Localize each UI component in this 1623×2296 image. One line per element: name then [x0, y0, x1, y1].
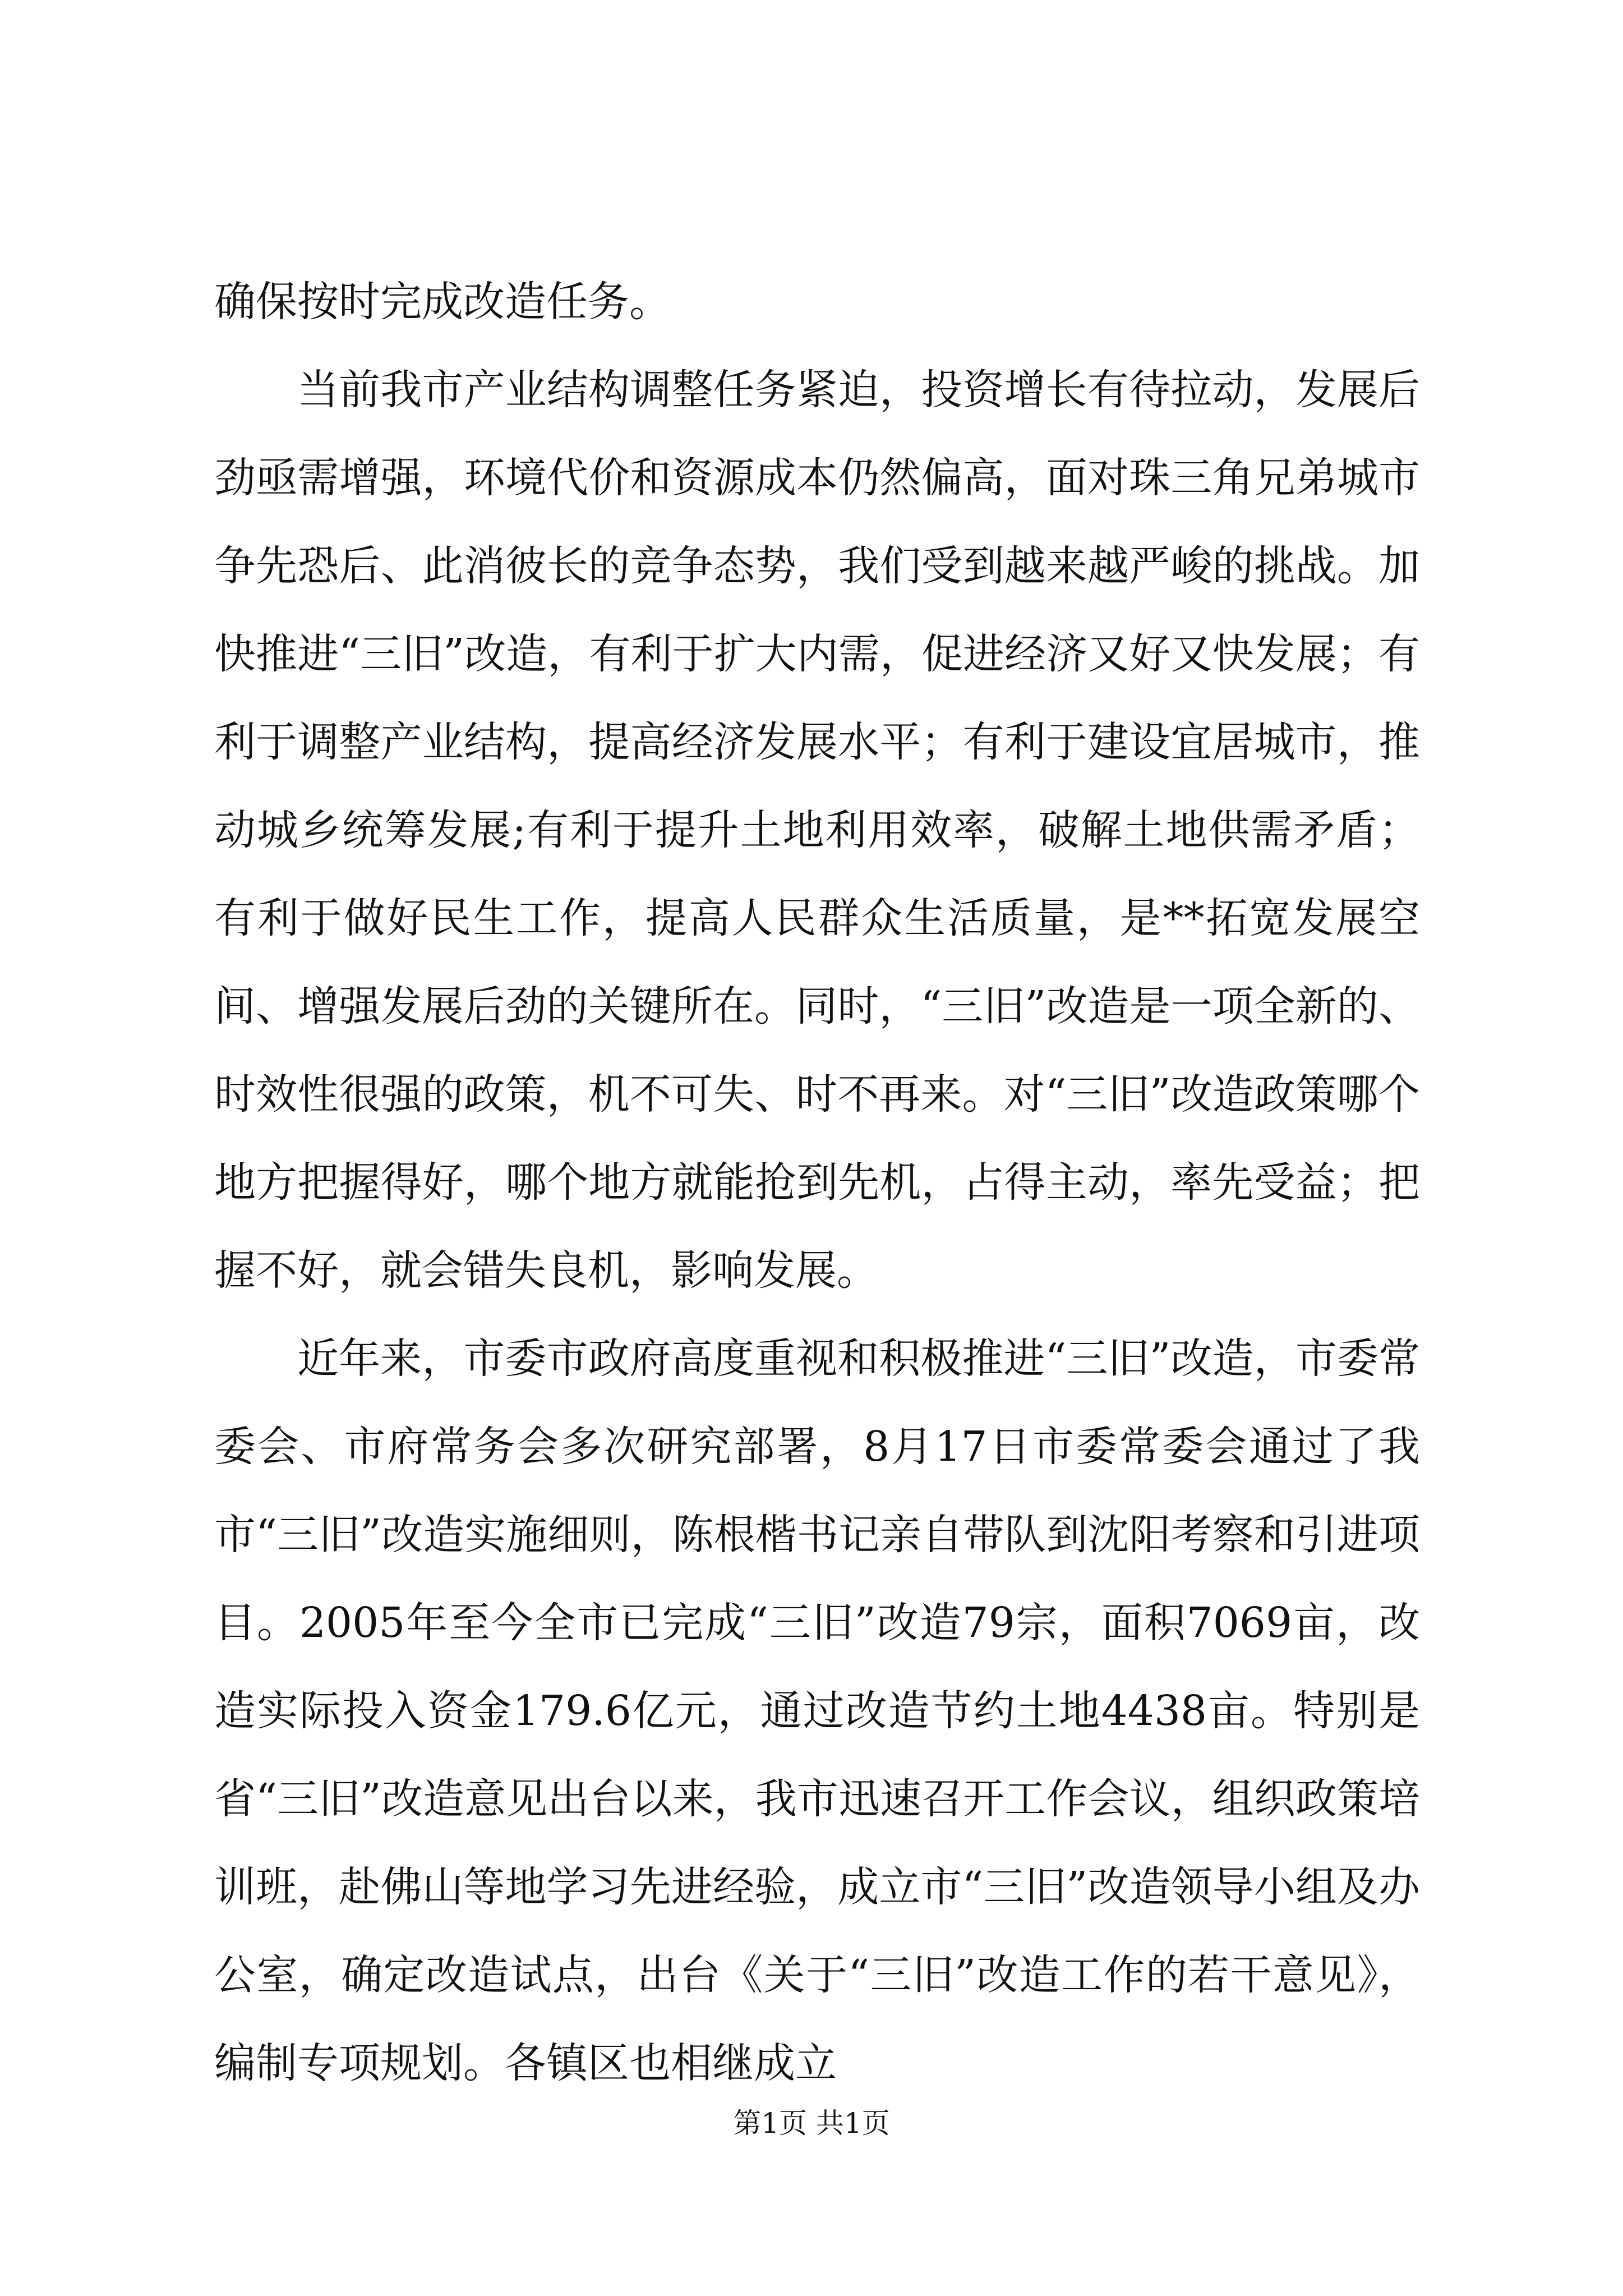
document-body: [214, 258, 1420, 2108]
paragraph-2: 当前我市产业结构调整任务紧迫，投资增长有待拉动，发展后劲亟需增强，环境代价和资源成本仍然偏高，面对珠三角兄弟城市争先恐后、此消彼长的竞争态势，我们受到越来越严峻的挑战。加快推进“三旧”改造，有利于扩大内需，促进经济又好又快发展；有利于调整产业结构，提高经济发展水平；有利于建设宜居城市，推动城乡统筹发展;有利于提升土地利用效率，破解土地供需矛盾；有利于做好民生工作，提高人民群众生活质量，是**拓宽发展空间、增强发展后劲的关键所在。同时，“三旧”改造是一项全新的、时效性很强的政策，机不可失、时不再来。对“三旧”改造政策哪个地方把握得好，哪个地方就能抢到先机，占得主动，率先受益；把握不好，就会错失良机，影响发展。: [214, 366, 1420, 1295]
paragraph-1: 确保按时完成改造任务。: [214, 278, 671, 326]
page-footer: 第1页 共1页: [733, 2107, 890, 2139]
paragraph-3: 近年来，市委市政府高度重视和积极推进“三旧”改造，市委常委会、市府常务会多次研究部署，8月17日市委常委会通过了我市“三旧”改造实施细则，陈根楷书记亲自带队到沈阳考察和引进项目。2005年至今全市已完成“三旧”改造79宗，面积7069亩，改造实际投入资金179.6亿元，通过改造节约土地4438亩。特别是省“三旧”改造意见出台以来，我市迅速召开工作会议，组织政策培训班，赴佛山等地学习先进经验，成立市“三旧”改造领导小组及办公室，确定改造试点，出台《关于“三旧”改造工作的若干意见》，编制专项规划。各镇区也相继成立: [214, 1335, 1420, 2087]
